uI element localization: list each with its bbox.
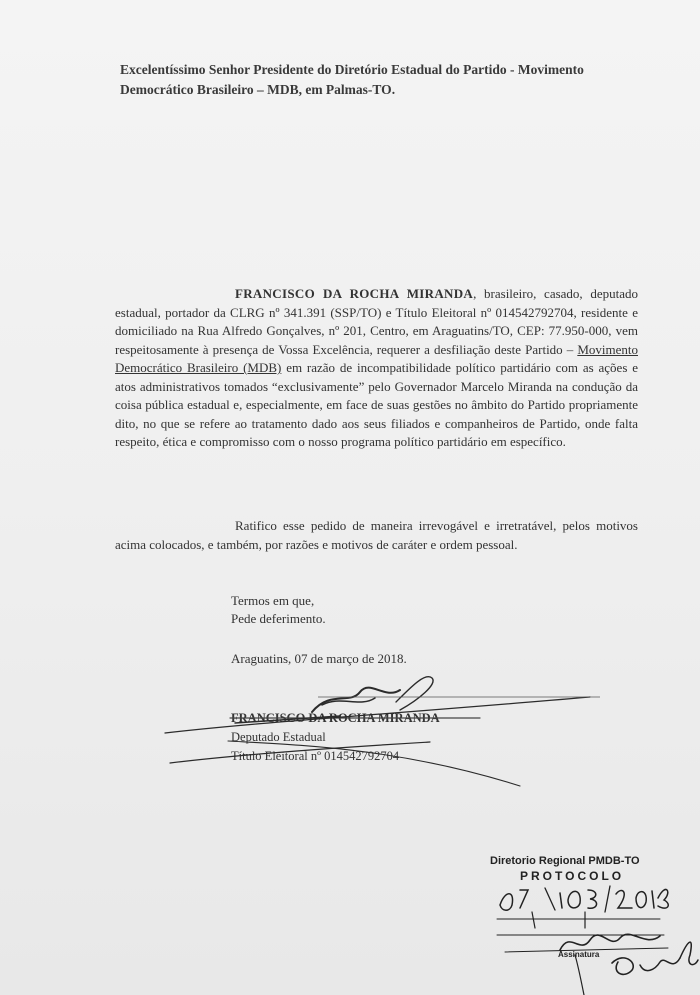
stamp-title: Diretorio Regional PMDB-TO [490, 855, 640, 867]
signer-title: Título Eleitoral nº 014542792704 [231, 749, 400, 763]
signer-role: Deputado Estadual [231, 730, 326, 744]
request-paragraph [115, 285, 638, 452]
party-name: Movimento Democrático Brasileiro (MDB) [115, 341, 638, 375]
stamp-signature-label: Assinatura [558, 950, 600, 959]
requester-name: FRANCISCO DA ROCHA MIRANDA [235, 286, 474, 301]
stamp-protocol-label: PROTOCOLO [520, 869, 625, 883]
request-text-part-2: em razão de incompatibilidade político partidário com as ações e atos administrativos tomados “exclusivamente” pelo Governador Marcelo Miranda na condução da coisa pública estadual e, especialmente, em face de suas gestões no âmbito do Partido propriamente dito, no que se refere ao tratamento dado aos seus filiados e companheiros de Partido, onde falta respeito, ética e compromisso com o nosso programa político partidário em específico. [115, 360, 638, 449]
place-date: Araguatins, 07 de março de 2018. [231, 651, 407, 666]
signer-name: FRANCISCO DA ROCHA MIRANDA [231, 711, 440, 725]
closing-line-1: Termos em que, [231, 593, 315, 608]
closing-line-2: Pede deferimento. [231, 611, 326, 626]
signature-block [231, 709, 440, 766]
protocol-stamp [490, 855, 690, 959]
request-text-part-1: , brasileiro, casado, deputado estadual, portador da CLRG nº 341.391 (SSP/TO) e Título Eleitoral nº 014542792704, residente e domiciliado na Rua Alfredo Gonçalves, nº 201, Centro, em Araguatins/TO, CEP: 77.950-000, vem respeitosamente à presença de Vossa Excelência, requerer a desfiliação deste Partido – [115, 286, 638, 357]
ratification-paragraph: Ratifico esse pedido de maneira irrevogável e irretratável, pelos motivos acima colocados, e também, por razões e motivos de caráter e ordem pessoal. [115, 518, 638, 552]
stamp-handwriting [497, 886, 698, 995]
addressee-heading: Excelentíssimo Senhor Presidente do Diretório Estadual do Partido - Movimento Democrático Brasileiro – MDB, em Palmas-TO. [120, 62, 584, 97]
